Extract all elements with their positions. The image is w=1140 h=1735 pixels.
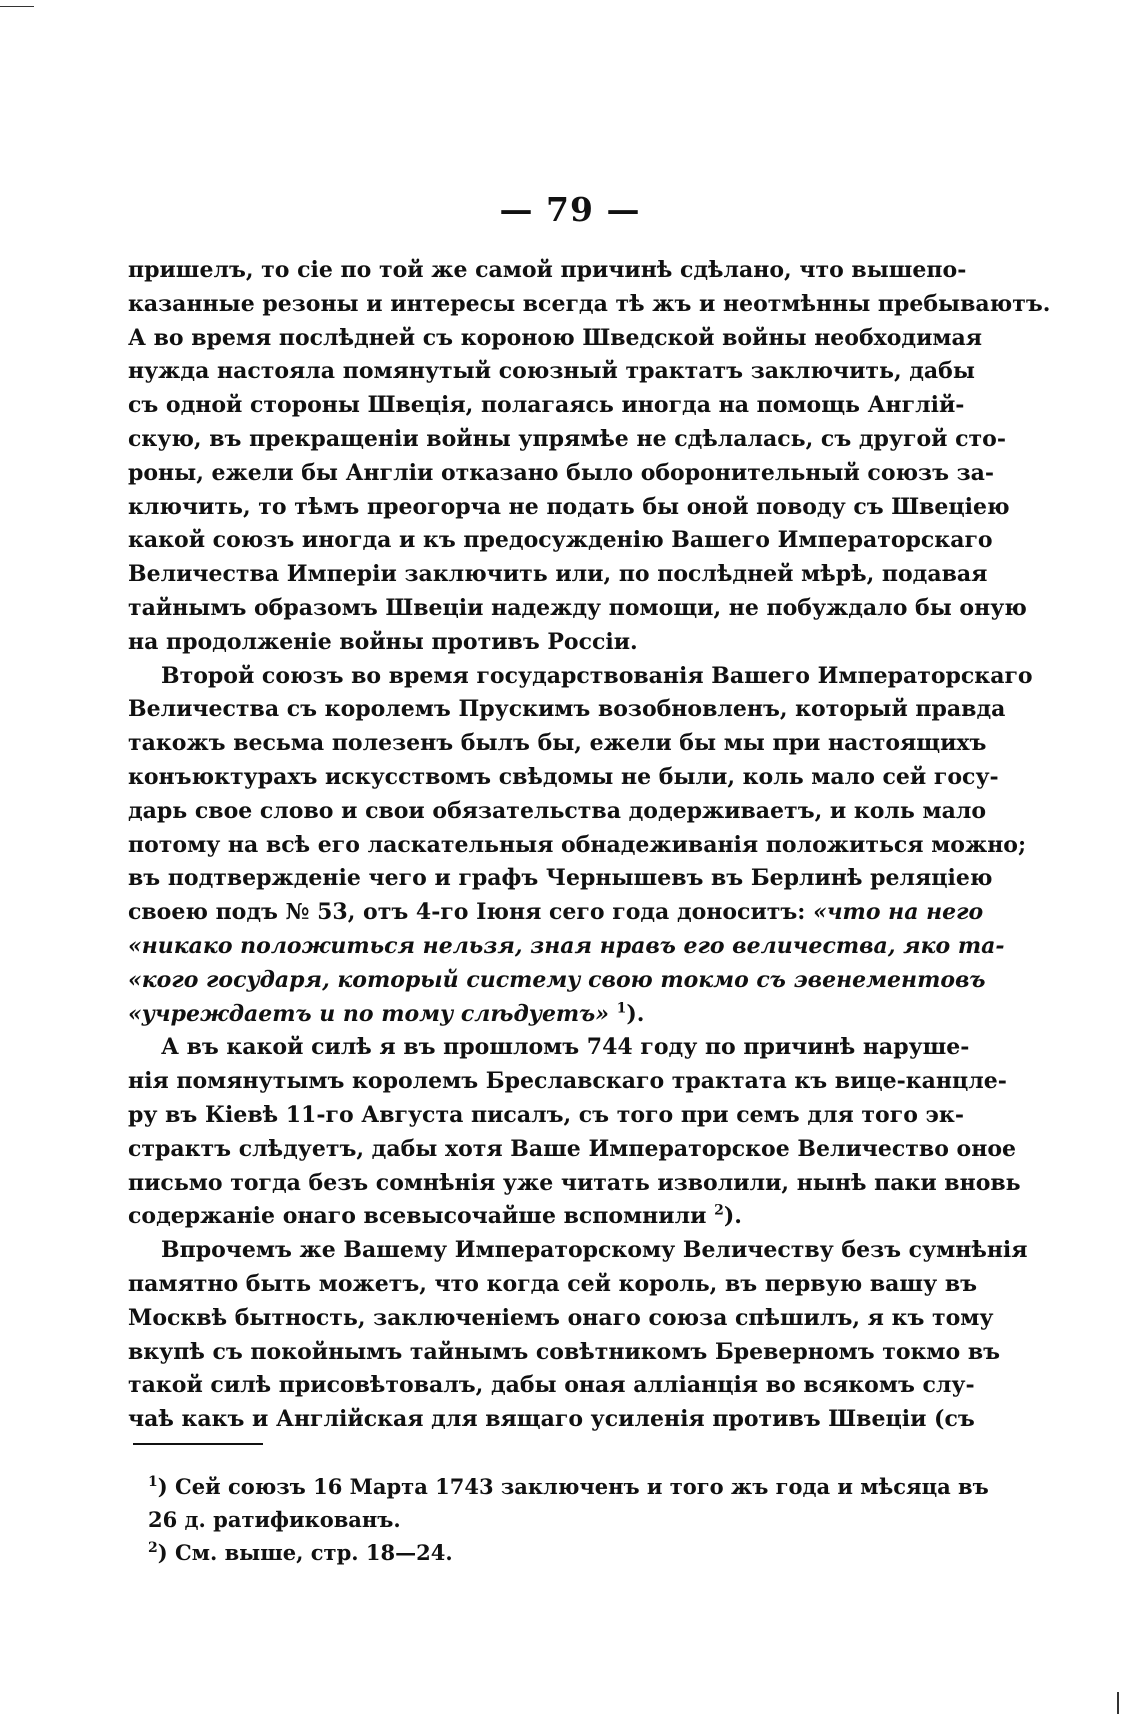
- text-line: съ одной стороны Швеція, полагаясь иногда на помощь Англій-: [128, 392, 965, 419]
- text-line: [128, 896, 984, 930]
- text-segment: ).: [626, 1000, 645, 1027]
- text-line: на продолженіе войны противъ Россіи.: [128, 628, 638, 655]
- footnote-ref-2[interactable]: 2: [714, 1202, 724, 1219]
- text-line: страктъ слѣдуетъ, дабы хотя Ваше Императорское Величество оное: [128, 1135, 1017, 1162]
- text-line: ру въ Кіевѣ 11-го Августа писалъ, съ того при семъ для того эк-: [128, 1101, 964, 1128]
- footnote-text: ) См. выше, стр. 18—24.: [157, 1540, 453, 1565]
- text-line: ключить, то тѣмъ преогорча не подать бы оной поводу съ Швеціею: [128, 493, 1010, 520]
- text-line: А во время послѣдней съ короною Шведской войны необходимая: [128, 324, 983, 351]
- text-line: какой союзъ иногда и къ предосужденію Вашего Императорскаго: [128, 527, 993, 554]
- text-line: [128, 998, 934, 1032]
- text-line: казанные резоны и интересы всегда тѣ жъ и неотмѣнны пребываютъ.: [128, 290, 1051, 317]
- footnote-ref-1[interactable]: 1: [616, 1000, 627, 1017]
- footnote-2: [148, 1536, 934, 1569]
- text-segment: содержаніе онаго всевысочайше вспомнили: [128, 1203, 707, 1230]
- paragraph-4: [128, 1234, 1028, 1437]
- footnote-mark: 2: [148, 1540, 158, 1556]
- footnote-text: ) Сей союзъ 16 Марта 1743 заключенъ и того жъ года и мѣсяца въ: [157, 1474, 989, 1499]
- body-text: [128, 254, 1051, 1437]
- text-line: потому на всѣ его ласкательныя обнадеживанія положиться можно;: [128, 831, 1027, 858]
- text-line: нія помянутымъ королемъ Бреславскаго трактата къ вице-канцле-: [128, 1068, 1007, 1095]
- scan-edge-mark: [1117, 1692, 1119, 1714]
- text-line: письмо тогда безъ сомнѣнія уже читать изволили, нынѣ паки вновь: [128, 1169, 1021, 1196]
- text-line: скую, въ прекращеніи войны упрямѣе не сдѣлалась, съ другой сто-: [128, 425, 1006, 452]
- text-line: Величества Имперіи заключить или, по послѣдней мѣрѣ, подавая: [128, 561, 988, 588]
- footnote-mark: 1: [148, 1474, 158, 1490]
- scan-edge-mark: [0, 6, 34, 7]
- footnote-1-cont: 26 д. ратификованъ.: [148, 1507, 401, 1532]
- footnote-divider: [133, 1443, 263, 1445]
- text-line: [128, 1200, 934, 1234]
- paragraph-3: [128, 1031, 1021, 1234]
- text-line: А въ какой силѣ я въ прошломъ 744 году по причинѣ наруше-: [161, 1034, 970, 1061]
- text-segment: ).: [723, 1203, 742, 1230]
- text-line: конъюктурахъ искусствомъ свѣдомы не были, коль мало сей госу-: [128, 763, 999, 790]
- quote-line: «никако положиться нельзя, зная нравъ его величества, яко та-: [128, 932, 1005, 959]
- text-line: Москвѣ бытность, заключеніемъ онаго союза спѣшилъ, я къ тому: [128, 1304, 994, 1331]
- text-line: памятно быть можетъ, что когда сей король, въ первую вашу въ: [128, 1270, 977, 1297]
- text-line: нужда настояла помянутый союзный трактатъ заключить, дабы: [128, 358, 975, 385]
- text-line: пришелъ, то сіе по той же самой причинѣ сдѣлано, что вышепо-: [128, 257, 967, 283]
- quote-line: «кого государя, который систему свою токмо съ эвенементовъ: [128, 966, 986, 993]
- text-line: такожъ весьма полезенъ былъ бы, ежели бы мы при настоящихъ: [128, 730, 987, 757]
- text-line: дарь свое слово и свои обязательства додерживаетъ, и коль мало: [128, 797, 987, 824]
- text-line: Величества съ королемъ Прускимъ возобновленъ, который правда: [128, 696, 1006, 723]
- text-line: тайнымъ образомъ Швеціи надежду помощи, не побуждало бы оную: [128, 594, 1027, 621]
- footnote-1: [148, 1470, 989, 1503]
- text-line: въ подтвержденіе чего и графъ Чернышевъ въ Берлинѣ реляціею: [128, 865, 993, 892]
- paragraph-1: [128, 254, 1051, 660]
- text-segment: своею подъ № 53, отъ 4-го Іюня сего года доноситъ:: [128, 899, 806, 926]
- text-line: Второй союзъ во время государствованія Вашего Императорскаго: [161, 662, 1033, 689]
- text-line: Впрочемъ же Вашему Императорскому Величеству безъ сумнѣнія: [161, 1237, 1028, 1264]
- text-line: чаѣ какъ и Англійская для вящаго усиленія противъ Швеціи (съ: [128, 1406, 975, 1433]
- page-number: — 79 —: [499, 190, 641, 229]
- paragraph-2: [128, 660, 1033, 1032]
- text-line: вкупѣ съ покойнымъ тайнымъ совѣтникомъ Бреверномъ токмо въ: [128, 1338, 1001, 1365]
- footnotes: [148, 1470, 989, 1569]
- text-line: роны, ежели бы Англіи отказано было оборонительный союзъ за-: [128, 459, 995, 486]
- quote-segment: «что на него: [813, 899, 984, 926]
- text-line: такой силѣ присовѣтовалъ, дабы оная алліанція во всякомъ слу-: [128, 1372, 975, 1399]
- quote-segment: «учреждаетъ и по тому слѣдуетъ»: [128, 1000, 609, 1027]
